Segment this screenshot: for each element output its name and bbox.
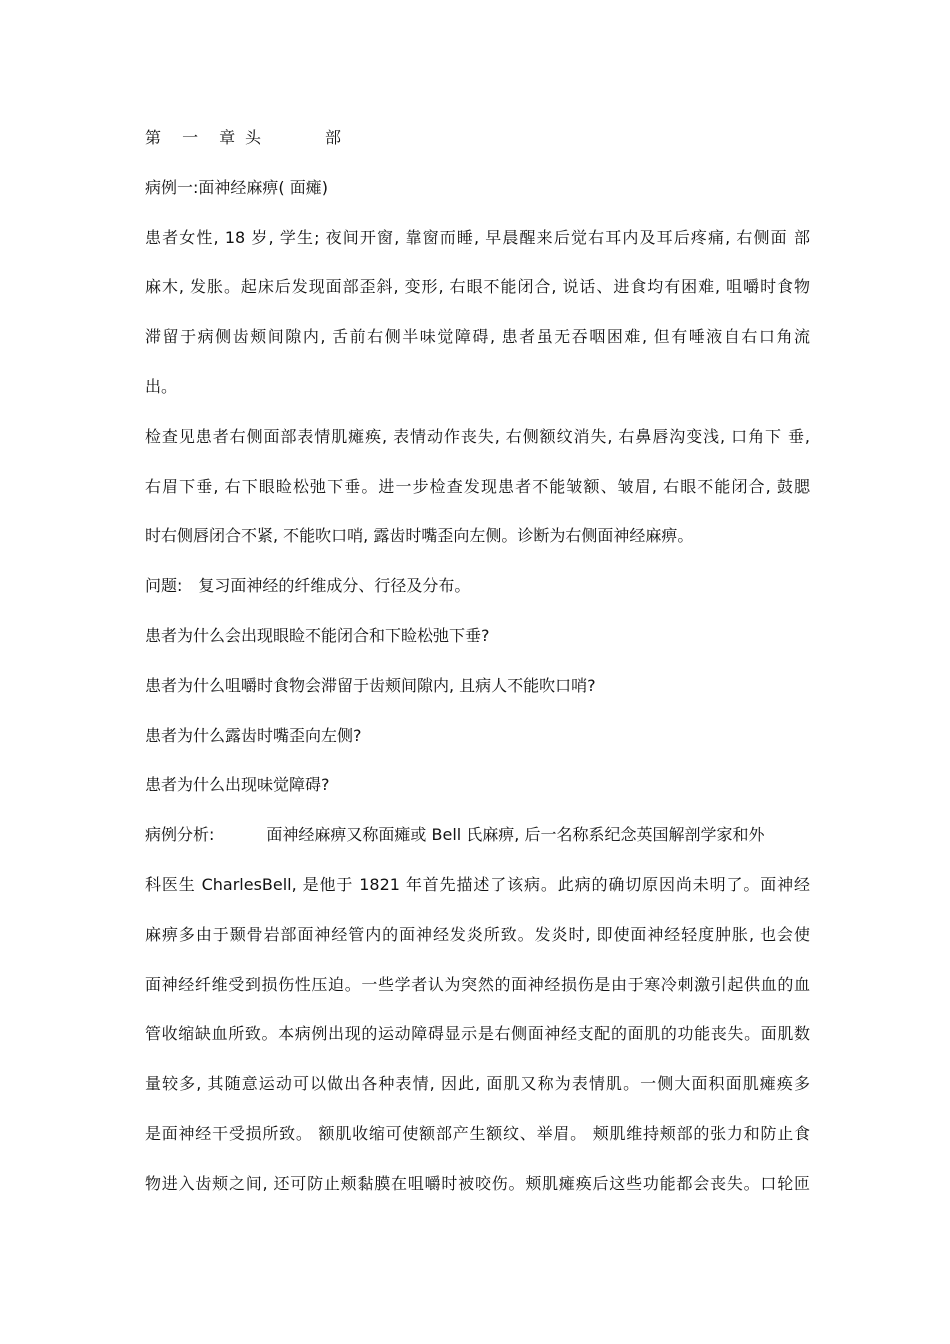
history-line: 患者女性, 18 岁, 学生; 夜间开窗, 靠窗而睡, 早晨醒来后觉右耳内及耳后疼痛, 右侧面 部 [145,227,810,247]
questions-label: 问题: [145,576,183,596]
question-review: 复习面神经的纤维成分、行径及分布。 [198,576,471,596]
exam-line: 检查见患者右侧面部表情肌瘫痪, 表情动作丧失, 右侧额纹消失, 右鼻唇沟变浅, 口角下 垂, [145,426,810,446]
analysis-line: 是面神经干受损所致。 额肌收缩可使额部产生额纹、举眉。 颊肌维持颊部的张力和防止食 [145,1123,810,1143]
analysis-line: 面神经纤维受到损伤性压迫。一些学者认为突然的面神经损伤是由于寒冷刺激引起供血的血 [145,974,810,994]
chapter-title-part: 部 [325,128,342,147]
exam-line: 右眉下垂, 右下眼睑松弛下垂。进一步检查发现患者不能皱额、皱眉, 右眼不能闭合, 鼓腮 [145,476,810,496]
analysis-line: 麻痹多由于颞骨岩部面神经管内的面神经发炎所致。发炎时, 即使面神经轻度肿胀, 也会使 [145,924,810,944]
history-line: 滞留于病侧齿颊间隙内, 舌前右侧半味觉障碍, 患者虽无吞咽困难, 但有唾液自右口角流 [145,327,810,347]
analysis-intro [145,813,810,863]
question-item: 患者为什么露齿时嘴歪向左侧? [145,725,362,745]
chapter-heading [145,116,810,166]
analysis-label: 病例分析: [145,825,215,845]
questions-intro [145,564,810,614]
question-item: 患者为什么咀嚼时食物会滞留于齿颊间隙内, 且病人不能吹口哨? [145,675,596,695]
history-line: 麻木, 发胀。起床后发现面部歪斜, 变形, 右眼不能闭合, 说话、进食均有困难, 咀嚼时食物 [145,277,810,297]
analysis-line: 物进入齿颊之间, 还可防止颊黏膜在咀嚼时被咬伤。颊肌瘫痪后这些功能都会丧失。口轮匝 [145,1173,810,1193]
analysis-line: 量较多, 其随意运动可以做出各种表情, 因此, 面肌又称为表情肌。一侧大面积面肌瘫痪多 [145,1074,810,1094]
chapter-number: 第 一 章 [145,128,244,147]
analysis-line: 科医生 CharlesBell, 是他于 1821 年首先描述了该病。此病的确切原因尚未明了。面神经 [145,874,810,894]
analysis-first-line: 面神经麻痹又称面瘫或 Bell 氏麻痹, 后一名称系纪念英国解剖学家和外 [266,825,765,845]
question-item: 患者为什么出现味觉障碍? [145,775,330,795]
case-title: 病例一:面神经麻痹( 面瘫) [145,177,328,197]
document-page [145,116,810,1212]
analysis-line: 管收缩缺血所致。本病例出现的运动障碍显示是右侧面神经支配的面肌的功能丧失。面肌数 [145,1024,810,1044]
question-item: 患者为什么会出现眼睑不能闭合和下睑松弛下垂? [145,625,490,645]
chapter-title-head: 头 [245,128,262,147]
exam-line: 时右侧唇闭合不紧, 不能吹口哨, 露齿时嘴歪向左侧。诊断为右侧面神经麻痹。 [145,526,694,546]
history-line: 出。 [145,376,178,396]
